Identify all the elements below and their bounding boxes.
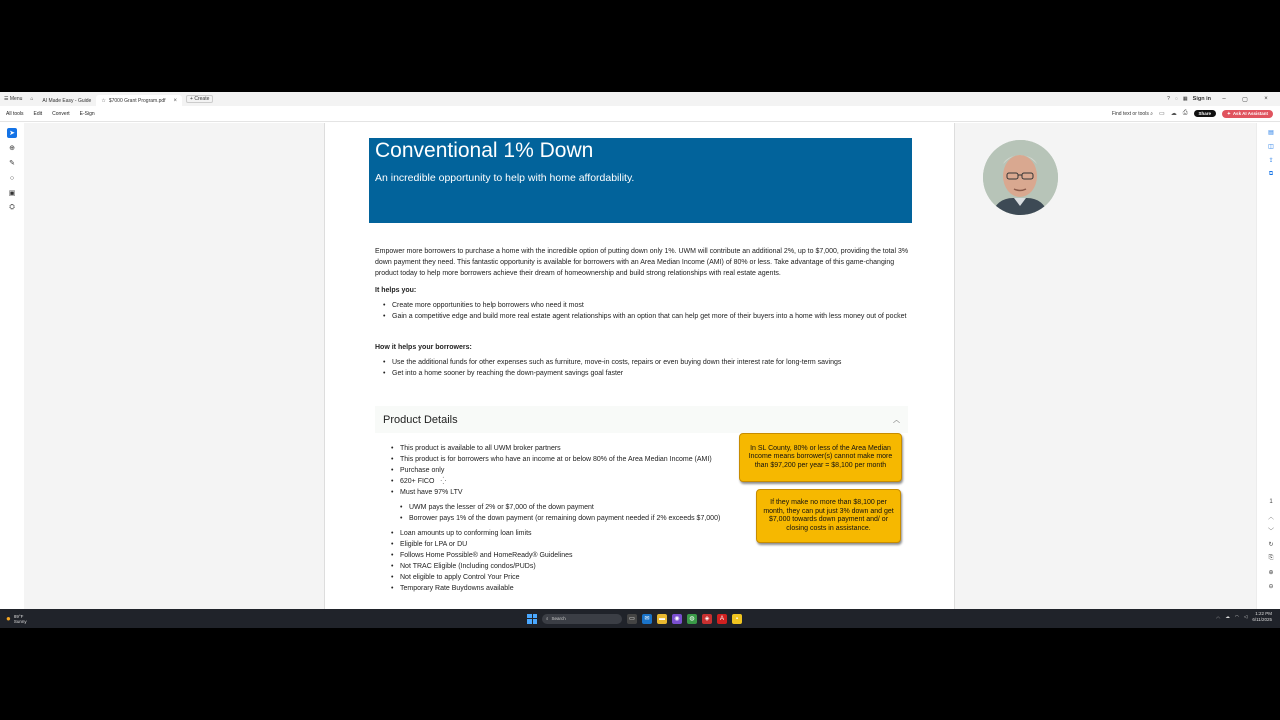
search-placeholder: Search xyxy=(551,616,566,621)
select-cursor-icon[interactable]: ➤ xyxy=(7,128,17,138)
banner-title: Conventional 1% Down xyxy=(375,139,594,162)
left-tool-rail xyxy=(0,123,24,609)
borrowers-list xyxy=(375,357,915,379)
pages-icon[interactable]: ◫ xyxy=(1268,143,1274,150)
task-view-icon[interactable]: ▭ xyxy=(627,614,637,624)
print-icon[interactable]: ⎙ xyxy=(1182,110,1188,116)
app-icon[interactable]: ◉ xyxy=(672,614,682,624)
close-window-icon[interactable]: × xyxy=(1264,96,1268,102)
list-item xyxy=(383,476,763,487)
file-explorer-icon[interactable]: ▬ xyxy=(659,615,665,622)
document-viewport[interactable] xyxy=(24,123,1256,609)
acrobat-icon[interactable]: A xyxy=(717,614,727,624)
export-icon[interactable]: ⇪ xyxy=(1268,157,1274,164)
product-sublist xyxy=(383,502,763,524)
pen-icon[interactable]: ✎ xyxy=(9,160,15,167)
weather-widget[interactable] xyxy=(6,614,106,624)
new-tab-label: Create xyxy=(194,96,210,102)
list-item: • Not eligible to apply Control Your Price xyxy=(383,572,763,583)
bookmark-icon[interactable]: ⧉ xyxy=(1268,170,1274,177)
star-icon[interactable]: ☆ xyxy=(101,97,106,104)
list-item: • Not TRAC Eligible (Including condos/PUDs) xyxy=(383,561,763,572)
list-item: • Eligible for LPA or DU xyxy=(383,539,763,550)
intro-paragraph: Empower more borrowers to purchase a home with the incredible option of putting down only 1%. UWM will contribute an additional 2%, up to $7,000, providing the total 3% down payment they need. This fantastic opportunity is available for borrowers with an Area Median Income (AMI) of 80% or less. Take advantage of this game-changing product today to help more borrowers achieve their dream of homeownership and build strong relationships with real estate agents. xyxy=(375,248,909,277)
tab-grant-program[interactable] xyxy=(96,95,182,106)
plus-icon: + xyxy=(190,96,193,102)
time: 1:22 PM xyxy=(1255,611,1272,616)
list-item: • Follows Home Possible® and HomeReady® Guidelines xyxy=(383,550,763,561)
menu-label: Menu xyxy=(9,96,23,102)
webcam-avatar xyxy=(983,140,1058,215)
page-down-icon[interactable]: ﹀ xyxy=(1267,528,1274,535)
callout-text: In SL County, 80% or less of the Area Median Income means borrower(s) cannot make more than $97,200 per year = $8,100 per month xyxy=(748,444,893,469)
menu-button[interactable] xyxy=(0,92,26,106)
cloud-upload-icon[interactable]: ☁ xyxy=(1170,111,1177,117)
share-button[interactable]: Share xyxy=(1194,110,1217,117)
menu-edit[interactable]: Edit xyxy=(33,110,43,117)
menu-convert[interactable]: Convert xyxy=(52,110,70,117)
tab-label: $7000 Grant Program.pdf xyxy=(108,97,166,104)
product-details-accordion[interactable] xyxy=(375,406,908,433)
list-item: • This product is for borrowers who have an income at or below 80% of the Area Median Income (AMI) xyxy=(383,454,763,465)
chevron-up-icon[interactable]: ︿ xyxy=(893,416,900,424)
clock[interactable] xyxy=(1252,611,1272,623)
apps-grid-icon[interactable]: ▦ xyxy=(1182,96,1188,102)
lasso-icon[interactable]: ○ xyxy=(9,174,15,182)
hamburger-icon: ☰ xyxy=(4,96,9,102)
zoom-icon[interactable]: ⊕ xyxy=(9,145,15,152)
right-tool-rail xyxy=(1256,123,1280,609)
zoom-in-icon[interactable]: ⊕ xyxy=(1268,569,1274,576)
product-details-list xyxy=(383,443,763,594)
system-tray xyxy=(1216,611,1272,623)
list-item: • Create more opportunities to help borrowers who need it most xyxy=(375,300,915,311)
sparkle-icon: ✦ xyxy=(1227,110,1231,116)
app-toolbar xyxy=(0,106,1280,122)
product-details-title: Product Details xyxy=(383,413,458,426)
app-red-icon[interactable]: ◈ xyxy=(702,614,712,624)
zoom-out-icon[interactable]: ⊖ xyxy=(1268,583,1274,590)
helps-list xyxy=(375,300,915,322)
list-item: • Temporary Rate Buydowns available xyxy=(383,583,763,594)
list-item: • Loan amounts up to conforming loan limits xyxy=(383,528,763,539)
refresh-icon[interactable]: ↻ xyxy=(1268,541,1274,548)
list-item: • Borrower pays 1% of the down payment (or remaining down payment needed if 2% exceeds $7,000) xyxy=(392,513,763,524)
browser-right-controls xyxy=(1167,92,1280,106)
screen xyxy=(0,92,1280,628)
volume-icon[interactable]: ◁ xyxy=(1243,614,1248,619)
weather-text xyxy=(14,614,27,624)
comment-icon[interactable]: ▤ xyxy=(1268,129,1274,136)
chevron-up-icon[interactable]: ︿ xyxy=(1215,614,1221,619)
stamp-icon[interactable]: ⛭ xyxy=(9,204,15,211)
search-icon: ⌕ xyxy=(1150,110,1154,117)
presenter-face xyxy=(983,140,1058,215)
callout-text: If they make no more than $8,100 per month, they can put just 3% down and get $7,000 towards down payment and/ or closing costs in assistance. xyxy=(763,499,894,532)
temperature: 89°F xyxy=(13,613,24,619)
windows-taskbar xyxy=(0,609,1280,628)
date: 6/11/2025 xyxy=(1252,617,1272,622)
banner-subtitle: An incredible opportunity to help with home affordability. xyxy=(375,172,635,184)
list-item: • Purchase only xyxy=(383,465,763,476)
list-item: • Use the additional funds for other expenses such as furniture, move-in costs, repairs or even buying down their interest rate for long-term savings xyxy=(375,357,915,368)
banner xyxy=(369,138,912,223)
page-view-icon[interactable]: ▭ xyxy=(1159,111,1165,117)
search-icon: ⌕ xyxy=(546,616,549,621)
ai-assistant-button[interactable] xyxy=(1222,110,1273,118)
find-label: Find text or tools xyxy=(1111,110,1149,117)
close-tab-icon[interactable]: × xyxy=(173,97,178,104)
sign-in-button[interactable]: Sign in xyxy=(1192,96,1211,102)
maximize-icon[interactable]: ▢ xyxy=(1242,96,1248,103)
rail-spacer xyxy=(1257,179,1280,493)
onedrive-icon[interactable]: ☁ xyxy=(1225,614,1230,619)
tab-label: AI Made Easy - Guide xyxy=(42,97,92,104)
list-item: • UWM pays the lesser of 2% or $7,000 of the down payment xyxy=(392,502,763,513)
list-item: • Gain a competitive edge and build more real estate agent relationships with an option that can help get more of their buyers into a home with less money out of pocket xyxy=(375,311,915,322)
new-tab-button[interactable] xyxy=(186,95,213,103)
list-item: • Get into a home sooner by reaching the down-payment savings goal faster xyxy=(375,368,915,379)
outlook-icon[interactable]: ✉ xyxy=(642,614,652,624)
toolbar-right xyxy=(1112,110,1280,118)
pdf-page xyxy=(324,123,955,609)
list-item: • Must have 97% LTV xyxy=(383,487,763,498)
help-icon[interactable]: ? xyxy=(1167,96,1170,102)
ai-assistant-label: Ask AI Assistant xyxy=(1232,111,1268,116)
menu-all-tools[interactable]: All tools xyxy=(6,110,24,117)
borrowers-heading: How it helps your borrowers: xyxy=(375,344,472,351)
home-icon[interactable]: ⌂ xyxy=(30,96,34,102)
find-tools[interactable] xyxy=(1112,111,1153,117)
taskbar-apps xyxy=(527,612,742,625)
callout-income-limit xyxy=(739,433,902,482)
page-indicator-icon[interactable]: 1 xyxy=(1269,499,1273,505)
minimize-icon[interactable]: – xyxy=(1222,96,1226,102)
menu-e-sign[interactable]: E-Sign xyxy=(79,110,95,117)
chrome-icon[interactable]: ◍ xyxy=(687,614,697,624)
windows-start-icon[interactable] xyxy=(527,614,537,624)
page-up-icon[interactable]: ︿ xyxy=(1267,514,1274,521)
weather-condition: Sunny xyxy=(13,618,27,624)
cursor-icon: ⁛ xyxy=(440,478,447,485)
bell-icon[interactable]: ◌ xyxy=(1174,96,1178,102)
tab-ai-made-easy[interactable] xyxy=(37,95,96,106)
sun-icon: ● xyxy=(6,614,11,623)
text-box-icon[interactable]: ▣ xyxy=(8,190,16,197)
taskbar-search[interactable] xyxy=(542,614,622,624)
sticky-notes-icon[interactable]: ▪ xyxy=(732,614,742,624)
callout-assistance xyxy=(756,489,901,543)
save-page-icon[interactable]: ⎘ xyxy=(1268,554,1274,561)
list-item: • This product is available to all UWM broker partners xyxy=(383,443,763,454)
list-item-text: 620+ FICO xyxy=(400,478,435,485)
helps-heading: It helps you: xyxy=(375,287,417,294)
wifi-icon[interactable]: ◠ xyxy=(1234,614,1239,619)
browser-tab-bar xyxy=(0,92,1280,106)
